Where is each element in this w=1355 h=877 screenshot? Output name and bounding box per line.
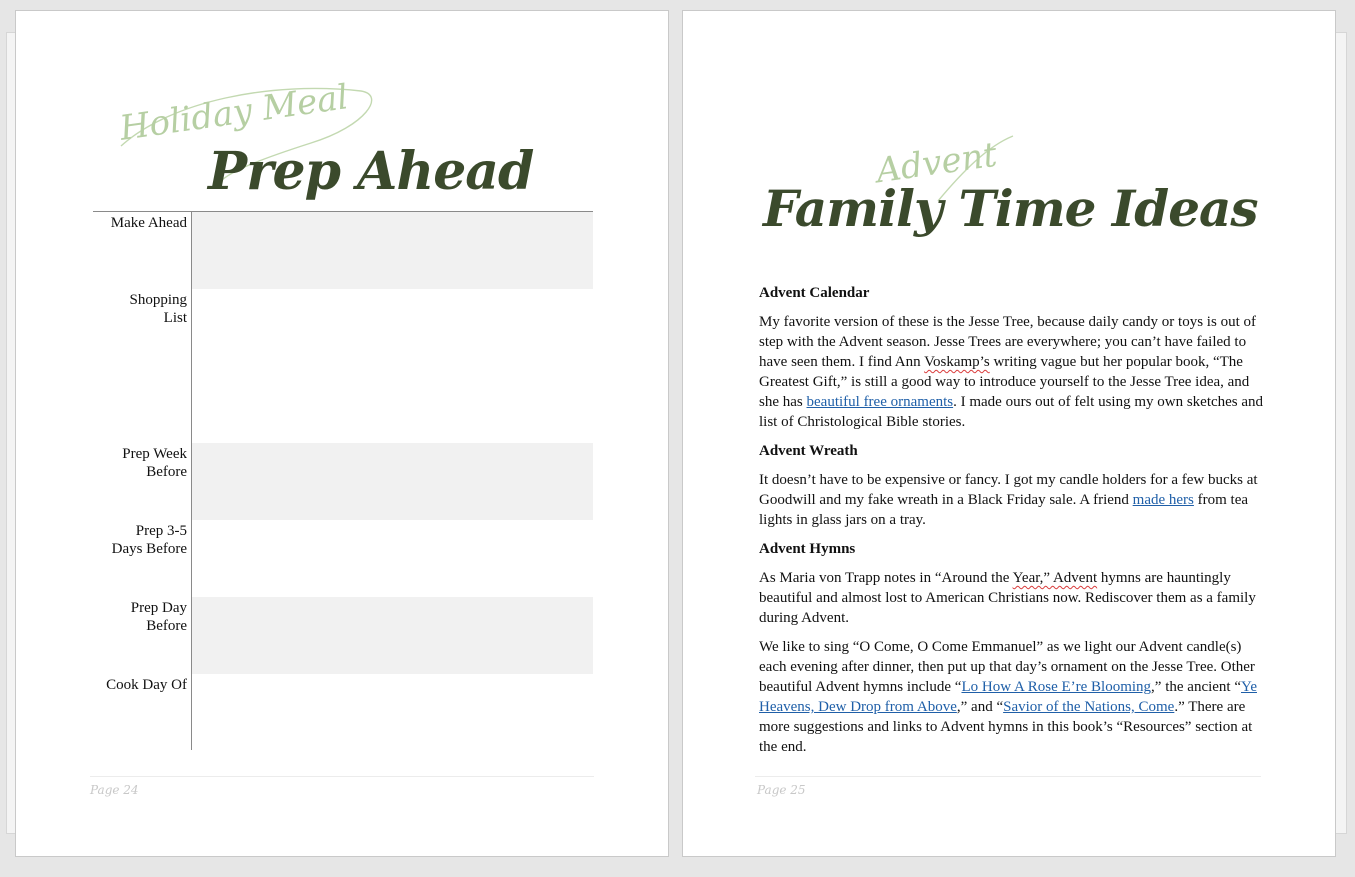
left-subtitle: Holiday Meal (117, 77, 351, 149)
row-writing-area[interactable] (192, 289, 593, 443)
document-page-right[interactable] (682, 10, 1336, 857)
text-span: hymns are hauntingly beautiful and almost lost to American Christians now. Rediscover them as a family during Advent. (759, 570, 1256, 626)
footer-rule (755, 776, 1261, 777)
text-span: It doesn’t have to be expensive or fancy. I got my candle holders for a few bucks at Goodwill and my fake wreath in a Black Friday sale. A friend (759, 472, 1258, 508)
article-body (759, 283, 1264, 766)
row-writing-area[interactable] (192, 520, 593, 597)
row-make-ahead[interactable] (93, 212, 593, 289)
paragraph-advent-hymns-1 (759, 568, 1264, 628)
row-prep-week-before[interactable] (93, 443, 593, 520)
page-number: Page 25 (757, 783, 806, 797)
page-shadow-right (1335, 32, 1347, 834)
text-span: My favorite version of these is the Jesse Tree, because daily candy or toys is out of step with the Advent season. Jesse Trees are everywhere; you can’t have failed to have seen them. I find Ann (759, 314, 1256, 370)
row-writing-area[interactable] (192, 443, 593, 520)
document-page-left[interactable] (15, 10, 669, 857)
right-title: Family Time Ideas (763, 179, 1258, 238)
row-label: Make Ahead (110, 215, 187, 231)
left-title: Prep Ahead (208, 141, 534, 202)
row-label: Prep 3-5 Days Before (111, 523, 187, 557)
row-label: Prep Week Before (122, 446, 187, 480)
text-span: writing vague but her popular book, “The Greatest Gift,” is still a good way to introduce yourself to the Jesse Tree idea, and she has (759, 354, 1250, 410)
row-writing-area[interactable] (192, 674, 593, 750)
link-lo-how-a-rose[interactable]: Lo How A Rose E’re Blooming (961, 679, 1152, 695)
text-span: ,” the ancient “ (1151, 679, 1241, 695)
row-shopping-list[interactable] (93, 289, 593, 443)
row-label: Cook Day Of (106, 677, 187, 693)
paragraph-advent-calendar (759, 312, 1264, 432)
page-number: Page 24 (90, 783, 139, 797)
link-made-hers[interactable]: made hers (1132, 492, 1194, 508)
text-span: .” There are more suggestions and links to Advent hymns in this book’s “Resources” section at the end. (759, 699, 1253, 755)
section-heading-advent-wreath: Advent Wreath (759, 443, 858, 459)
planner-column-divider (191, 211, 192, 750)
section-heading-advent-hymns: Advent Hymns (759, 541, 856, 557)
paragraph-advent-hymns-2 (759, 637, 1264, 757)
paragraph-advent-wreath (759, 470, 1264, 530)
link-free-ornaments[interactable]: beautiful free ornaments (806, 394, 954, 410)
footer-rule (90, 776, 594, 777)
text-span: from tea lights in glass jars on a tray. (759, 492, 1249, 528)
link-savior-of-the-nations[interactable]: Savior of the Nations, Come (1003, 699, 1175, 715)
row-label: Prep Day Before (130, 600, 187, 634)
text-span: As Maria von Trapp notes in “Around the (759, 570, 1013, 586)
right-subtitle: Advent (873, 134, 1000, 192)
text-span: ,” and “ (956, 699, 1004, 715)
link-ye-heavens[interactable]: Ye Heavens, Dew Drop from Above (759, 679, 1257, 715)
row-prep-day-before[interactable] (93, 597, 593, 674)
row-cook-day-of[interactable] (93, 674, 593, 750)
text-span: We like to sing “O Come, O Come Emmanuel” as we light our Advent candle(s) each evening after dinner, then put up that day’s ornament on the Jesse Tree. Other beautiful Advent hymns include “ (759, 639, 1255, 695)
spellcheck-word[interactable]: Year,” Advent (1012, 570, 1098, 586)
spellcheck-word[interactable]: Voskamp’s (924, 354, 990, 370)
row-prep-3-5-days-before[interactable] (93, 520, 593, 597)
row-writing-area[interactable] (192, 212, 593, 289)
text-span: . I made ours out of felt using my own sketches and list of Christological Bible stories. (759, 394, 1264, 430)
row-label: Shopping List (129, 292, 187, 326)
section-heading-advent-calendar: Advent Calendar (759, 285, 870, 301)
row-writing-area[interactable] (192, 597, 593, 674)
